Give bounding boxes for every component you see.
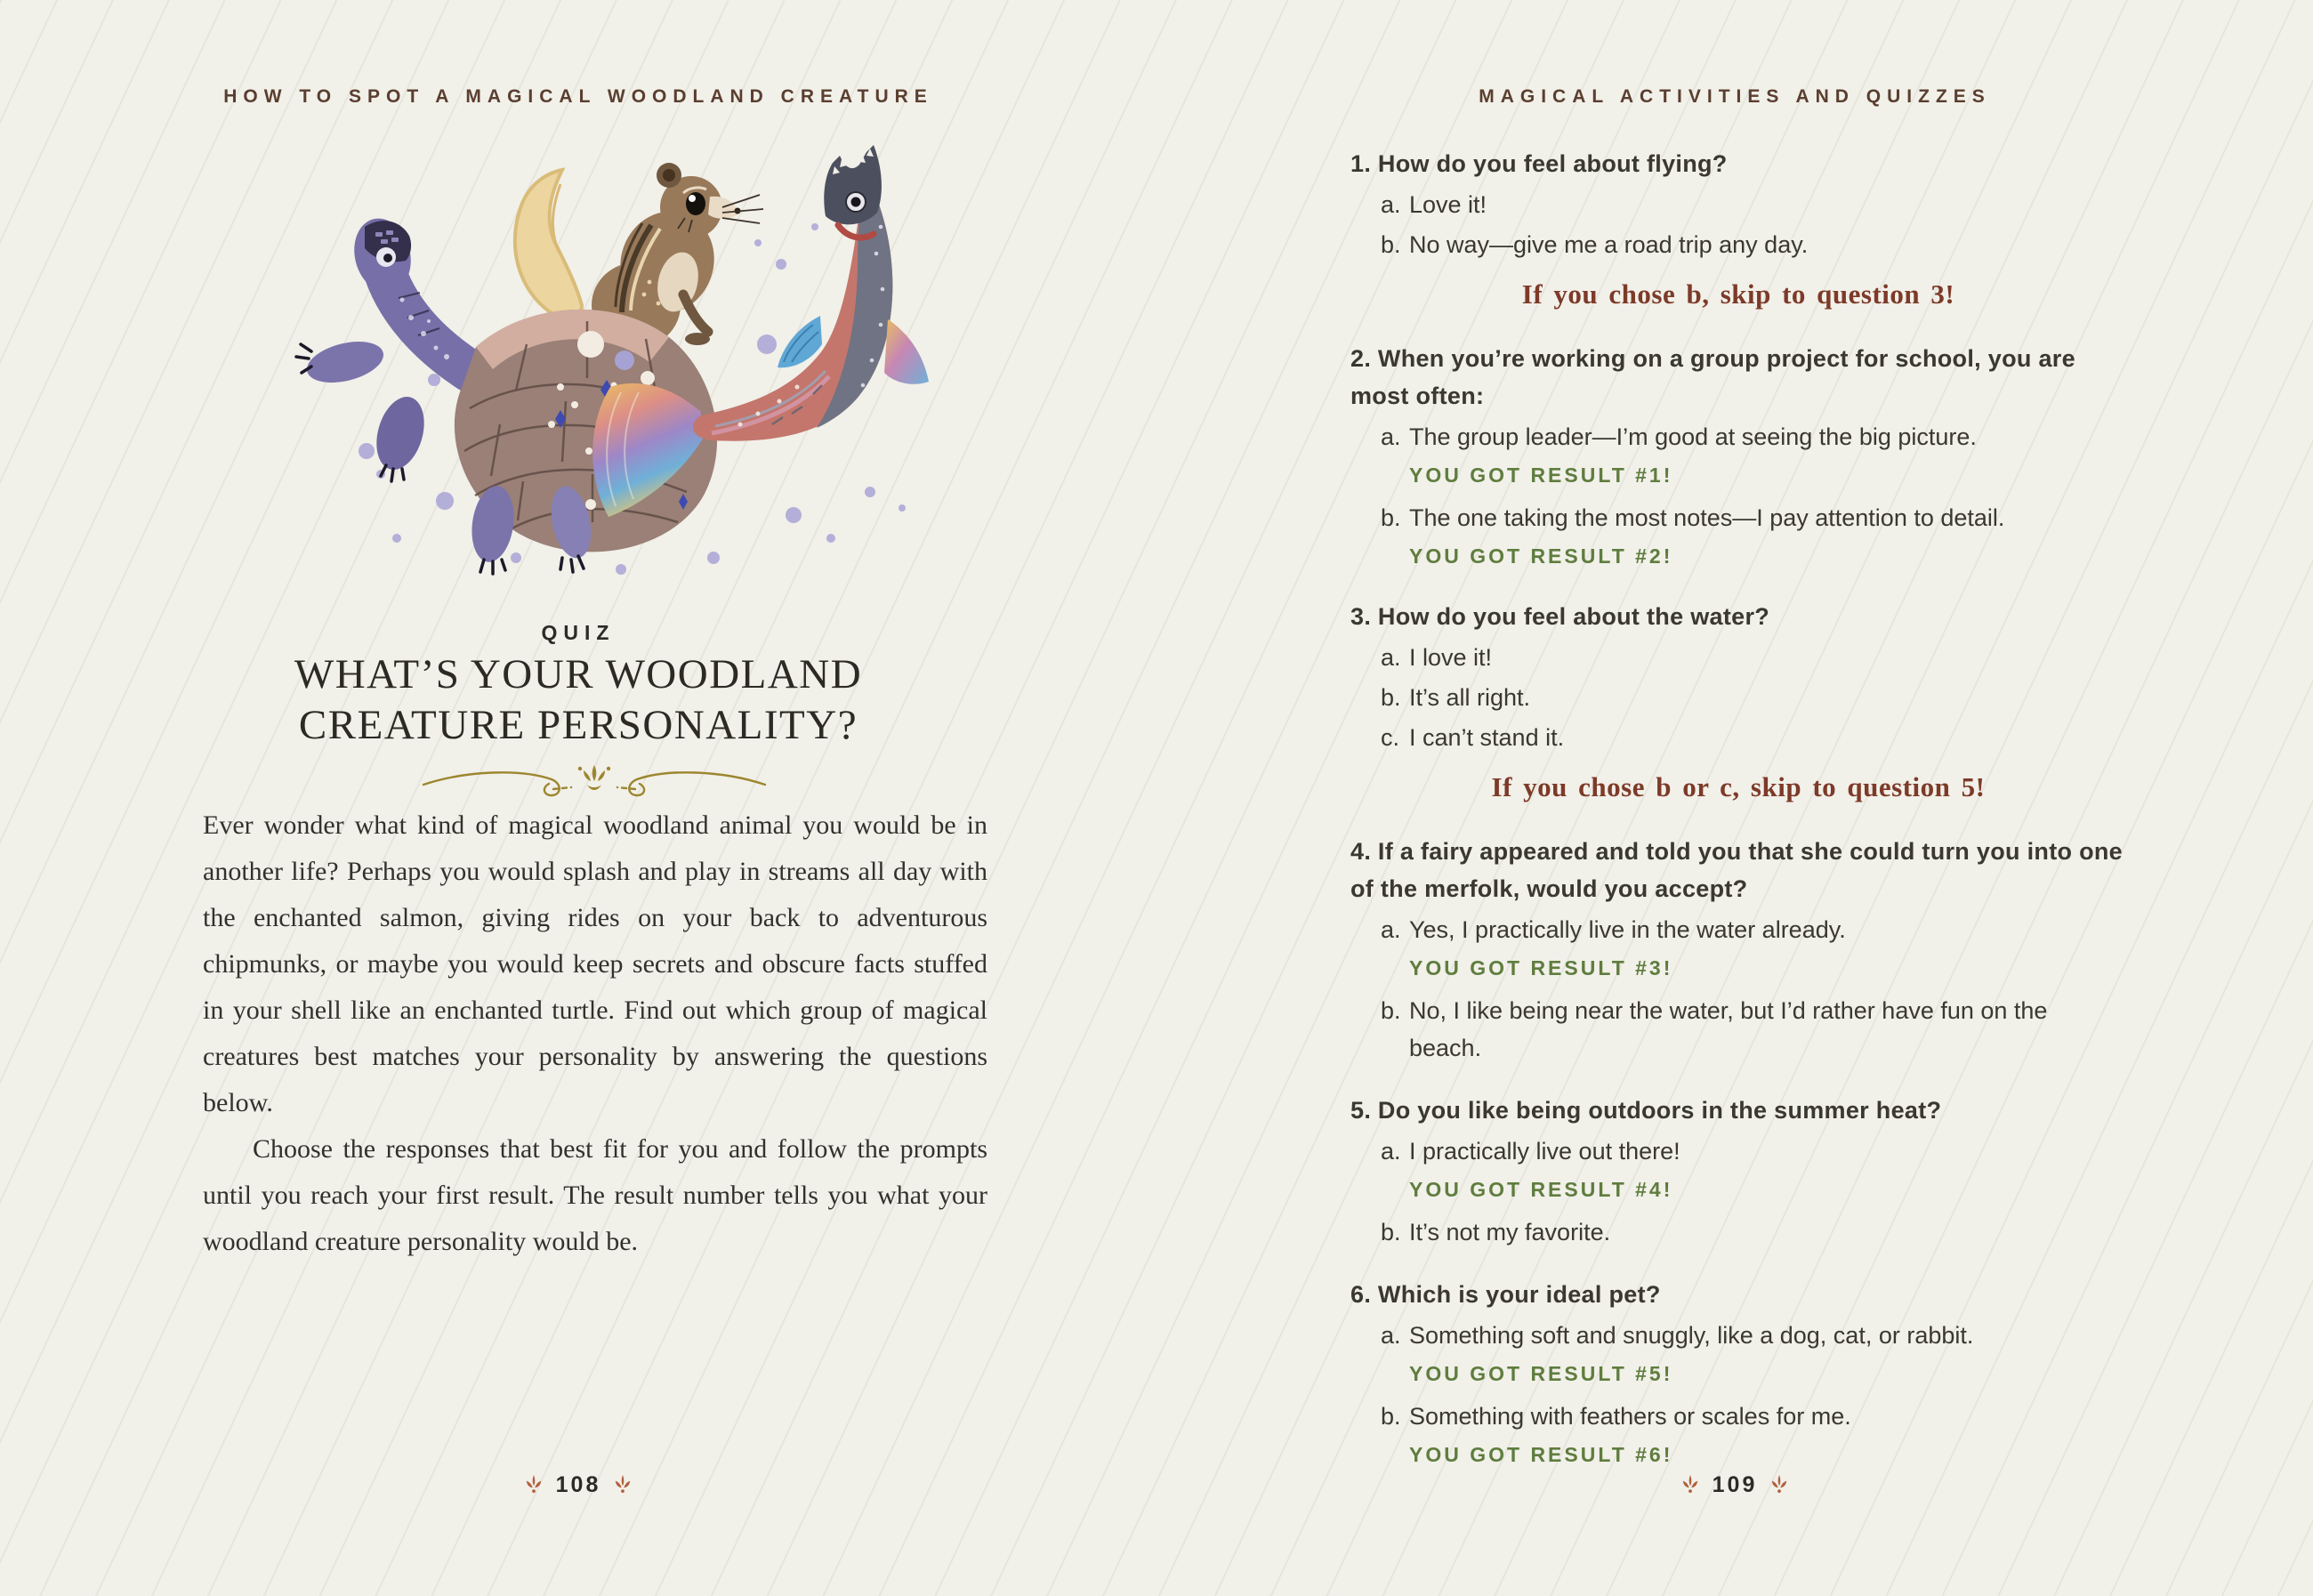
option-text: I practically live out there! xyxy=(1409,1138,1680,1165)
answer-option xyxy=(1381,719,2126,756)
question xyxy=(1350,1092,2126,1251)
page-number-left xyxy=(0,1471,1156,1500)
result-note: YOU GOT RESULT #2! xyxy=(1409,544,1673,568)
fleuron-icon xyxy=(613,1474,633,1495)
running-head-left: HOW TO SPOT A MAGICAL WOODLAND CREATURE xyxy=(223,86,933,107)
option-text: The group leader—I’m good at seeing the big picture. xyxy=(1409,423,1977,450)
question-text: 1. How do you feel about flying? xyxy=(1350,150,1728,177)
option-text: Yes, I practically live in the water already. xyxy=(1409,916,1846,943)
page-number-right xyxy=(1156,1471,2313,1500)
question xyxy=(1350,340,2126,573)
answer-option xyxy=(1381,418,2126,455)
woodland-creatures-illustration xyxy=(294,116,934,596)
fleuron-icon xyxy=(1680,1474,1700,1495)
option-text: Love it! xyxy=(1409,191,1487,218)
answer-option xyxy=(1381,992,2126,1067)
answer-option xyxy=(1381,1398,2126,1435)
option-text: It’s all right. xyxy=(1409,684,1531,711)
result-note: YOU GOT RESULT #1! xyxy=(1409,463,1673,487)
option-label: b. xyxy=(1381,997,1401,1024)
result-note: YOU GOT RESULT #4! xyxy=(1409,1178,1673,1201)
option-text: No, I like being near the water, but I’d rather have fun on the beach. xyxy=(1409,997,2048,1061)
option-text: The one taking the most notes—I pay attention to detail. xyxy=(1409,504,2005,531)
answer-option xyxy=(1381,911,2126,948)
question xyxy=(1350,598,2126,808)
option-label: b. xyxy=(1381,1403,1401,1430)
question-text: 5. Do you like being outdoors in the summer heat? xyxy=(1350,1097,1942,1124)
question-text: 6. Which is your ideal pet? xyxy=(1350,1281,1661,1308)
running-head-right: MAGICAL ACTIVITIES AND QUIZZES xyxy=(1479,86,1991,107)
answer-option xyxy=(1381,639,2126,676)
option-label: a. xyxy=(1381,1138,1401,1165)
answer-option xyxy=(1381,1213,2126,1251)
answer-option xyxy=(1381,226,2126,263)
quiz-kicker: QUIZ xyxy=(541,621,616,644)
option-text: No way—give me a road trip any day. xyxy=(1409,231,1809,258)
question-text: 2. When you’re working on a group project for school, you are most often: xyxy=(1350,345,2075,409)
answer-option xyxy=(1381,186,2126,223)
answer-option xyxy=(1381,679,2126,716)
quiz-title-line2: CREATURE PERSONALITY? xyxy=(298,702,858,748)
option-label: a. xyxy=(1381,191,1401,218)
answer-option xyxy=(1381,499,2126,536)
answer-option xyxy=(1381,1133,2126,1170)
intro-text xyxy=(203,802,987,1265)
quiz-title-line1: WHAT’S YOUR WOODLAND xyxy=(294,651,863,697)
intro-paragraph-2: Choose the responses that best fit for you and follow the prompts until you reach your first result. The result number tells you what your woodland creature personality would be. xyxy=(203,1134,987,1256)
question-text: 3. How do you feel about the water? xyxy=(1350,603,1770,630)
skip-note: If you chose b, skip to question 3! xyxy=(1521,278,1955,310)
option-text: Something soft and snuggly, like a dog, cat, or rabbit. xyxy=(1409,1322,1974,1349)
folio-number: 108 xyxy=(555,1472,601,1497)
question xyxy=(1350,145,2126,315)
skip-note: If you chose b or c, skip to question 5! xyxy=(1491,771,1986,802)
questions-list xyxy=(1350,145,2126,1496)
option-label: b. xyxy=(1381,231,1401,258)
option-label: a. xyxy=(1381,1322,1401,1349)
option-text: I love it! xyxy=(1409,644,1493,671)
folio-number: 109 xyxy=(1712,1472,1758,1497)
option-text: It’s not my favorite. xyxy=(1409,1219,1611,1245)
option-label: a. xyxy=(1381,423,1401,450)
option-label: b. xyxy=(1381,504,1401,531)
quiz-title xyxy=(0,649,1156,751)
question xyxy=(1350,1276,2126,1471)
fleuron-icon xyxy=(1769,1474,1789,1495)
flourish-divider-icon xyxy=(418,762,770,804)
question xyxy=(1350,833,2126,1067)
option-text: Something with feathers or scales for me. xyxy=(1409,1403,1851,1430)
option-text: I can’t stand it. xyxy=(1409,724,1565,751)
result-note: YOU GOT RESULT #6! xyxy=(1409,1443,1673,1466)
question-text: 4. If a fairy appeared and told you that she could turn you into one of the merfolk, would you accept? xyxy=(1350,838,2123,902)
option-label: a. xyxy=(1381,644,1401,671)
fleuron-icon xyxy=(524,1474,544,1495)
answer-option xyxy=(1381,1317,2126,1354)
result-note: YOU GOT RESULT #5! xyxy=(1409,1362,1673,1385)
result-note: YOU GOT RESULT #3! xyxy=(1409,956,1673,979)
option-label: c. xyxy=(1381,724,1400,751)
option-label: a. xyxy=(1381,916,1401,943)
option-label: b. xyxy=(1381,684,1401,711)
option-label: b. xyxy=(1381,1219,1401,1245)
intro-paragraph-1: Ever wonder what kind of magical woodland animal you would be in another life? Perhaps you would splash and play in streams all day with the enchanted salmon, giving rides on your back to adventurous chipmunks, or maybe you would keep secrets and obscure facts stuffed in your shell like an enchanted turtle. Find out which group of magical creatures best matches your personality by answering the questions below. xyxy=(203,810,987,1117)
